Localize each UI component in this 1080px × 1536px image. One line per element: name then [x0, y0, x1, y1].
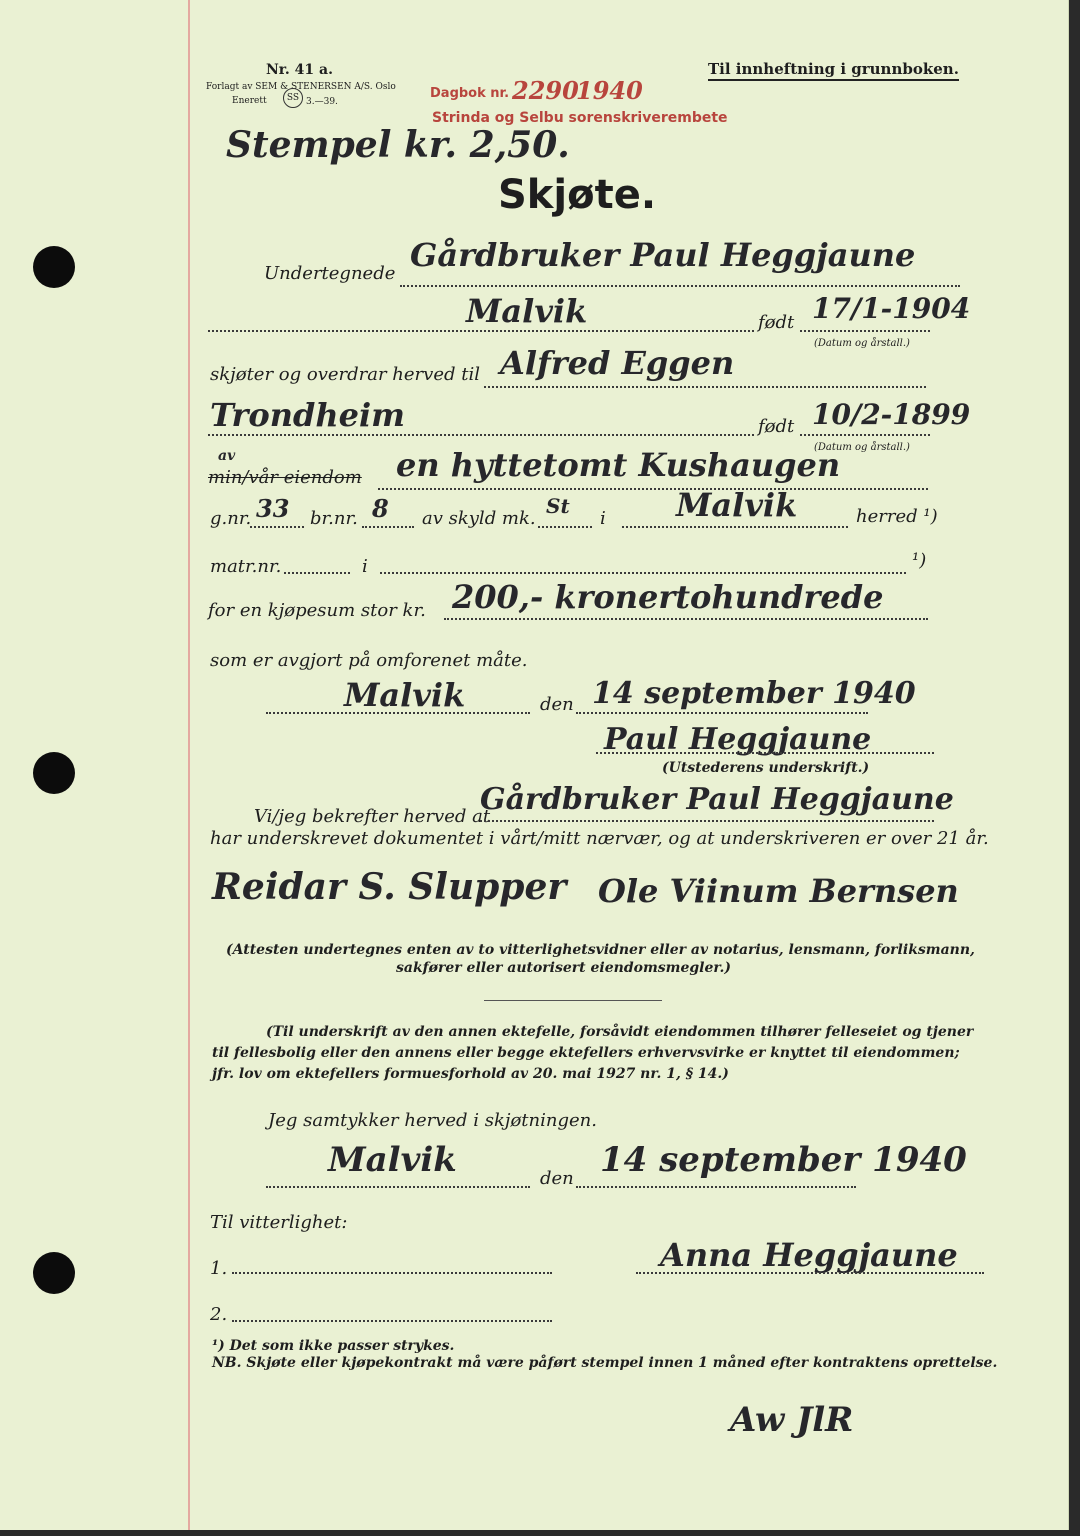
buyer-place-line	[208, 434, 754, 436]
publisher-line: Forlagt av SEM & STENERSEN A/S. Oslo	[206, 82, 396, 92]
witness-note-1: (Attesten undertegnes enten av to vitterlighetsvidner eller av notarius, lensmann, forliksmann,	[226, 942, 975, 958]
gnr-line	[250, 526, 304, 528]
witness-line2: har underskrevet dokumentet i vårt/mitt nærvær, og at underskriveren er over 21 år.	[210, 828, 989, 849]
buyer-born: 10/2-1899	[812, 398, 971, 431]
journal-number: 2290	[512, 76, 579, 105]
buyer-born-line	[800, 434, 930, 436]
spouse-date: 14 september 1940	[600, 1140, 967, 1180]
vitterlighet-label: Til vitterlighet:	[210, 1212, 348, 1233]
footnote-nb: NB. Skjøte eller kjøpekontrakt må være påført stempel innen 1 måned efter kontraktens oprettelse.	[212, 1355, 998, 1371]
price-value: 200,- kronertohundrede	[452, 578, 884, 616]
office-stamp: Strinda og Selbu sorenskriverembete	[432, 110, 728, 126]
matr-note: ¹)	[912, 550, 927, 571]
spouse-place-line	[266, 1186, 530, 1188]
matr-label: matr.nr.	[210, 556, 282, 577]
witness-line1-name: Gårdbruker Paul Heggjaune	[480, 782, 954, 817]
buyer-date-hint: (Datum og årstall.)	[814, 442, 910, 453]
bnr-label: br.nr.	[310, 508, 358, 529]
property-description: en hyttetomt Kushaugen	[396, 446, 841, 484]
herred-line	[622, 526, 848, 528]
signing-place: Malvik	[344, 676, 466, 714]
punch-hole	[33, 246, 75, 288]
publisher-date: 3.—39.	[306, 97, 338, 107]
witness-line1-prefix: Vi/jeg bekrefter herved at	[254, 806, 491, 827]
spouse-consent: Jeg samtykker herved i skjøtningen.	[268, 1110, 597, 1131]
stamp-fee: Stempel kr. 2,50.	[226, 124, 570, 166]
publisher-logo: SS	[283, 88, 303, 108]
matr-i-label: i	[362, 556, 368, 577]
separator-rule	[484, 1000, 662, 1001]
matr-i-line	[380, 572, 906, 574]
issuer-signature: Paul Heggjaune	[604, 722, 872, 757]
punch-hole	[33, 1252, 75, 1294]
seller-name-line	[400, 285, 960, 287]
vitterlighet-line-1	[232, 1272, 552, 1274]
signing-date: 14 september 1940	[592, 676, 916, 711]
spouse-date-line	[576, 1186, 856, 1188]
witness-note-2: sakfører eller autorisert eiendomsmegler.)	[396, 960, 731, 976]
binding-note: Til innheftning i grunnboken.	[708, 60, 959, 81]
gnr-value: 33	[256, 494, 290, 523]
signing-place-line	[266, 712, 530, 714]
punch-hole	[33, 752, 75, 794]
herred-label: herred ¹)	[856, 506, 938, 527]
spouse-note-2: til fellesbolig eller den annens eller begge ektefellers erhvervsvirke er knyttet til eiendommen;	[212, 1045, 960, 1061]
matr-line	[284, 572, 350, 574]
buyer-born-label: født	[758, 416, 795, 437]
form-number: Nr. 41 a.	[266, 62, 333, 78]
signing-den-label: den	[540, 694, 574, 715]
journal-year: 1940	[576, 76, 643, 105]
price-label: for en kjøpesum stor kr.	[208, 600, 426, 621]
margin-line	[188, 0, 190, 1530]
seller-born: 17/1-1904	[812, 292, 971, 325]
vitterlighet-item-2: 2.	[210, 1304, 228, 1325]
issuer-signature-line	[596, 752, 934, 754]
witness-signature-2: Ole Viinum Bernsen	[598, 872, 959, 910]
property-description-line	[378, 488, 928, 490]
buyer-label: skjøter og overdrar herved til	[210, 364, 480, 385]
bnr-line	[362, 526, 414, 528]
vitterlighet-line-2	[232, 1320, 552, 1322]
agreed-text: som er avgjort på omforenet måte.	[210, 650, 528, 671]
vitterlighet-item-1: 1.	[210, 1258, 228, 1279]
seller-place: Malvik	[466, 292, 588, 330]
gnr-label: g.nr.	[210, 508, 252, 529]
footnote-1: ¹) Det som ikke passer strykes.	[212, 1338, 455, 1354]
property-prefix-struck: min/vår eiendom	[208, 467, 362, 488]
buyer-name: Alfred Eggen	[500, 344, 735, 382]
herred-value: Malvik	[676, 486, 798, 524]
price-line	[444, 618, 928, 620]
skyld-label: av skyld mk.	[422, 508, 536, 529]
seller-born-label: født	[758, 312, 795, 333]
buyer-name-line	[484, 386, 926, 388]
initials: Aw JlR	[730, 1400, 854, 1440]
signing-date-line	[576, 712, 868, 714]
spouse-den-label: den	[540, 1168, 574, 1189]
document-title: Skjøte.	[498, 172, 657, 218]
publisher-enerett: Enerett	[232, 96, 267, 106]
witness-name-line	[480, 820, 934, 822]
issuer-signature-label: (Utstederens underskrift.)	[662, 760, 870, 776]
property-prefix-handwritten: av	[218, 448, 236, 464]
spouse-place: Malvik	[328, 1140, 457, 1180]
spouse-note-3: jfr. lov om ektefellers formuesforhold av 20. mai 1927 nr. 1, § 14.)	[212, 1066, 729, 1082]
skyld-line	[538, 526, 592, 528]
bnr-value: 8	[372, 494, 389, 523]
spouse-signature: Anna Heggjaune	[660, 1236, 958, 1274]
herred-i-label: i	[600, 508, 606, 529]
spouse-signature-line	[636, 1272, 984, 1274]
seller-label: Undertegnede	[264, 263, 396, 284]
spouse-note-1: (Til underskrift av den annen ektefelle, forsåvidt eiendommen tilhører felleseiet og tjener	[266, 1024, 974, 1040]
seller-name: Gårdbruker Paul Heggjaune	[410, 236, 916, 274]
seller-place-line	[208, 330, 754, 332]
seller-born-line	[800, 330, 930, 332]
witness-signature-1: Reidar S. Slupper	[212, 866, 567, 908]
seller-date-hint: (Datum og årstall.)	[814, 338, 910, 349]
buyer-place: Trondheim	[210, 396, 405, 434]
journal-prefix: Dagbok nr.	[430, 86, 510, 101]
skyld-value: St	[546, 494, 570, 518]
